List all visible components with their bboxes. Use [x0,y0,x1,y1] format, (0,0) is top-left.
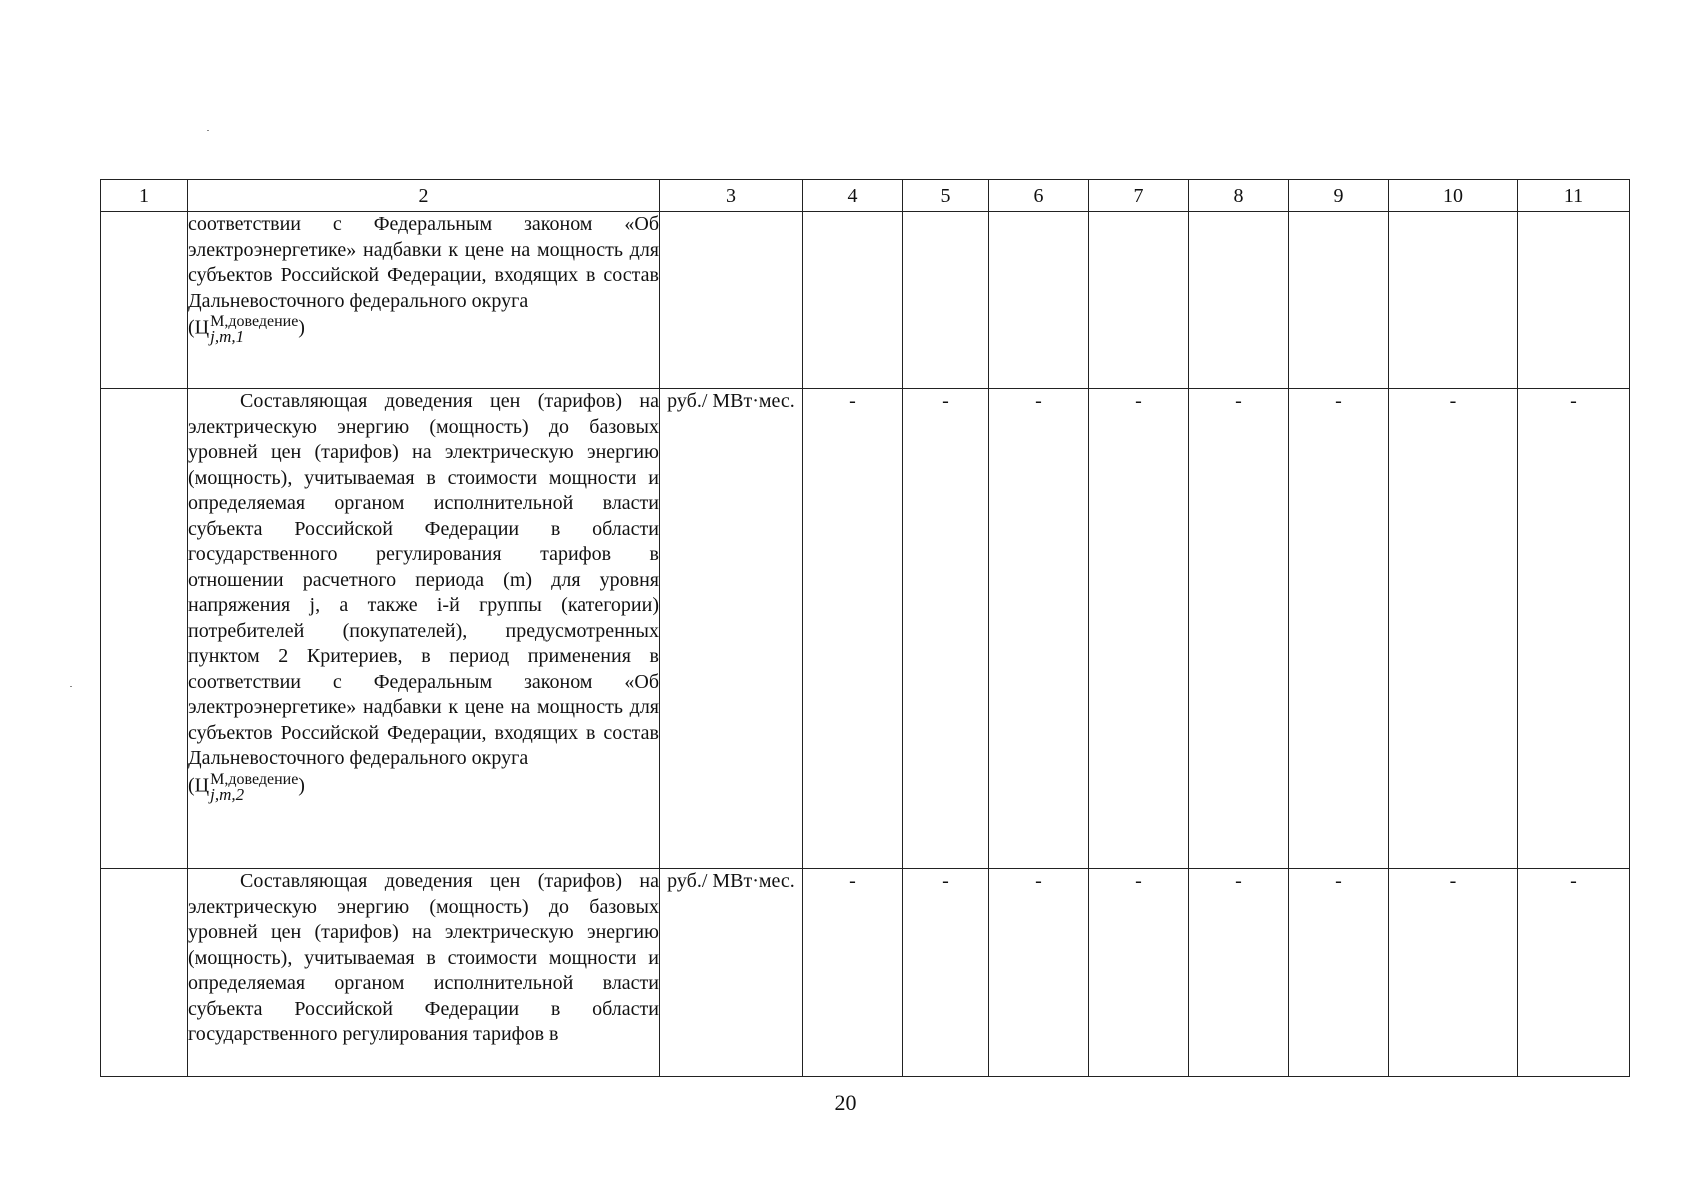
value-cell: - [1089,869,1189,1077]
value-cell: - [1189,389,1289,869]
value-cell: - [1289,389,1389,869]
value-cell: - [903,869,989,1077]
description-text: Составляющая доведения цен (тарифов) на электрическую энергию (мощность) до базовых уровней цен (тарифов) на электрическую энергию (мощность), учитываемая в стоимости мощности и определяемая органом исполнительной власти субъекта Российской Федерации в области государственного регулирования тарифов в [188,870,659,1045]
value-cell: - [903,389,989,869]
table-row [101,869,1630,1077]
formula-subscript: j,m,2 [210,784,245,804]
table-row [101,212,1630,389]
value-cell [903,212,989,389]
column-header: 1 [101,180,188,212]
value-cell [1289,212,1389,389]
unit-cell: руб./ МВт·мес. [660,389,803,869]
column-header: 2 [188,180,660,212]
column-header: 4 [803,180,903,212]
row-number-cell [101,389,188,869]
row-number-cell [101,212,188,389]
value-cell: - [1089,389,1189,869]
description-text: Составляющая доведения цен (тарифов) на электрическую энергию (мощность) до базовых уровней цен (тарифов) на электрическую энергию (мощность), учитываемая в стоимости мощности и определяемая органом исполнительной власти субъекта Российской Федерации в области государственного регулирования тарифов в отношении расчетного периода (m) для уровня напряжения j, а также i-й группы (категории) потребителей (покупателей), предусмотренных пунктом 2 Критериев, в период применения в соответствии с Федеральным законом «Об электроэнергетике» надбавки к цене на мощность для субъектов Российской Федерации, входящих в состав Дальневосточного федерального округа [188,390,659,769]
description-cell [188,389,660,869]
formula-symbol: (Ц [188,774,210,797]
value-cell: - [1289,869,1389,1077]
description-cell [188,212,660,389]
value-cell: - [1518,869,1630,1077]
value-cell [803,212,903,389]
column-header: 3 [660,180,803,212]
value-cell: - [1518,389,1630,869]
column-header: 6 [989,180,1089,212]
data-table [100,179,1630,1077]
value-cell: - [1389,389,1518,869]
formula-close: ) [298,316,305,339]
formula-symbol: (Ц [188,316,210,339]
scan-speck [207,130,209,131]
column-header: 10 [1389,180,1518,212]
formula-superscript: М,доведение [210,770,299,788]
unit-cell: руб./ МВт·мес. [660,869,803,1077]
value-cell [989,212,1089,389]
formula-superscript: М,доведение [210,313,299,330]
column-header: 9 [1289,180,1389,212]
column-header: 8 [1189,180,1289,212]
value-cell: - [1389,869,1518,1077]
value-cell: - [989,389,1089,869]
value-cell [1389,212,1518,389]
value-cell [1518,212,1630,389]
value-cell: - [989,869,1089,1077]
value-cell [1189,212,1289,389]
table-row [101,389,1630,869]
page-number: 20 [834,1090,857,1115]
value-cell: - [1189,869,1289,1077]
row-number-cell [101,869,188,1077]
value-cell [1089,212,1189,389]
column-header: 5 [903,180,989,212]
formula [188,772,305,802]
formula-close: ) [298,774,305,797]
unit-cell [660,212,803,389]
value-cell: - [803,389,903,869]
description-text: соответствии с Федеральным законом «Об электроэнергетике» надбавки к цене на мощность для субъектов Российской Федерации, входящих в состав Дальневосточного федерального округа [188,213,659,312]
column-header: 11 [1518,180,1630,212]
table-header-row [101,180,1630,212]
column-header: 7 [1089,180,1189,212]
scan-speck [70,686,72,687]
formula [188,314,305,344]
value-cell: - [803,869,903,1077]
formula-subscript: j,m,1 [210,327,245,346]
description-cell [188,869,660,1077]
